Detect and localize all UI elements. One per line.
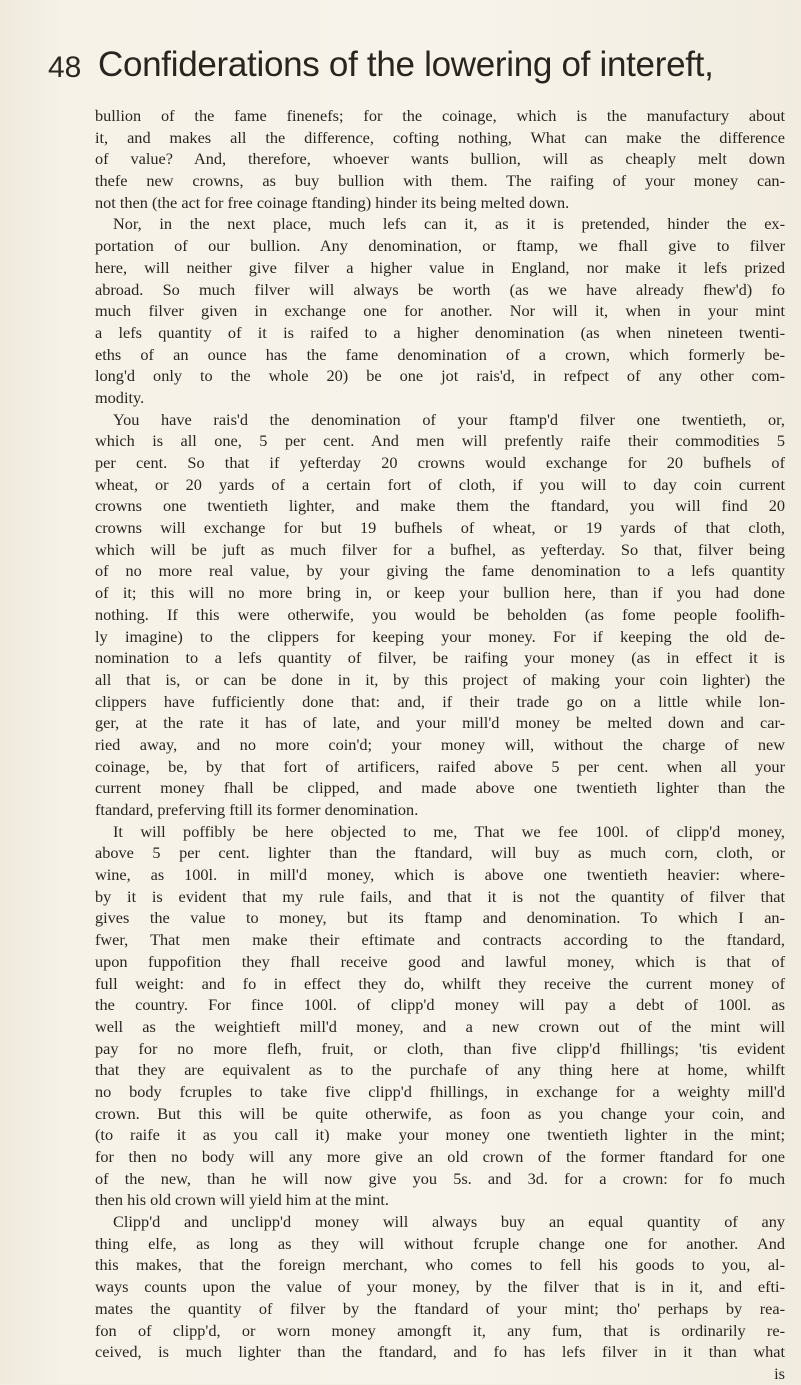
text-line: the country. For fince 100l. of clipp'd money will pay a debt of 100l. as [95,995,785,1015]
paragraph [95,821,785,1211]
text-line: ly imagine) to the clippers for keeping your money. For if keeping the old de- [95,626,785,646]
text-line: all that is, or can be done in it, by this project of making your coin lighter) the [95,669,785,689]
text-line: wheat, or 20 yards of a certain fort of cloth, if you will to day coin current [95,474,785,494]
text-line: that they are equivalent as to the purchafe of any thing here at home, whilft [95,1060,785,1080]
text-line: modity. [95,387,145,407]
text-line: long'd only to the whole 20) be one jot rais'd, in refpect of any other com- [95,366,785,386]
text-line: Clipp'd and unclipp'd money will always buy an equal quantity of any [113,1212,785,1232]
text-line: (to raife it as you call it) make your money one twentieth lighter in the mint; [95,1125,785,1145]
text-line: You have rais'd the denomination of your ftamp'd filver one twentieth, or, [113,409,785,429]
text-line: thefe new crowns, as buy bullion with them. The raifing of your money can- [95,171,785,191]
text-line: of it; this will no more bring in, or keep your bullion here, than if you had done [95,583,785,603]
text-line: gives the value to money, but its ftamp and denomination. To which I an- [95,908,785,928]
text-line: a lefs quantity of it is raifed to a higher denomination (as when nineteen twenti- [95,322,785,342]
text-line: thing elfe, as long as they will without fcruple change one for another. And [95,1233,785,1253]
text-line: ftandard, preferving ftill its former denomination. [95,800,419,819]
text-line: It will poffibly be here objected to me, That we fee 100l. of clipp'd money, [113,821,785,841]
text-line: full weight: and fo in effect they do, whilft they receive the current money of [95,973,785,993]
text-line: abroad. So much filver will always be worth (as we have already fhew'd) fo [95,279,785,299]
text-line: of the new, than he will now give you 5s. and 3d. for a crown: for fo much [95,1168,785,1188]
page-number: 48 [48,51,82,84]
text-line: ried away, and no more coin'd; your money will, without the charge of new [95,734,785,754]
text-line: much filver given in exchange one for another. Nor will it, when in your mint [95,301,785,321]
text-line: wine, as 100l. in mill'd money, which is above one twentieth heavier: where- [95,865,785,885]
text-line: nomination to a lefs quantity of filver, be raifing your money (as in effect it is [95,648,785,668]
text-line: this makes, that the foreign merchant, who comes to fell his goods to you, al- [95,1255,785,1275]
text-line: mates the quantity of filver by the ftandard of your mint; tho' perhaps by rea- [95,1298,785,1318]
text-line: ways counts upon the value of your money, by the filver that is in it, and efti- [95,1277,785,1297]
text-line: ger, at the rate it has of late, and your mill'd money be melted down and car- [95,713,785,733]
paragraph [95,105,785,213]
text-line: well as the weightieft mill'd money, and a new crown out of the mint will [95,1016,785,1036]
paragraphs [95,105,785,1363]
text-line: of value? And, therefore, whoever wants bullion, will as cheaply melt down [95,149,785,169]
text-line: above 5 per cent. lighter than the ftandard, will buy as much corn, cloth, or [95,843,785,863]
text-line: coinage, be, by that fort of artificers, raifed above 5 per cent. when all your [95,756,785,776]
text-line: Nor, in the next place, much lefs can it, as it is pretended, hinder the ex- [113,214,785,234]
text-line: it, and makes all the difference, cofting nothing, What can make the difference [95,127,785,147]
text-line: crowns one twentieth lighter, and make them the ftandard, you will find 20 [95,496,785,516]
text-line: clippers have fufficiently done that: and, if their trade go on a little while lon- [95,691,785,711]
text-line: which is all one, 5 per cent. And men will prefently raife their commodities 5 [95,431,785,451]
text-line: per cent. So that if yefterday 20 crowns would exchange for 20 bufhels of [95,453,785,472]
page-header [48,40,768,100]
text-line: crowns will exchange for but 19 bufhels of wheat, or 19 yards of that cloth, [95,518,785,538]
text-line: pay for no more flefh, fruit, or cloth, than five clipp'd fhillings; 'tis evident [95,1038,785,1058]
text-line: ceived, is much lighter than the ftandard, and fo has lefs filver in it than what [95,1342,785,1362]
text-line: by it is evident that my rule fails, and that it is not the quantity of filver that [95,886,785,906]
text-line: which will be juft as much filver for a bufhel, as yefterday. So that, filver being [95,539,785,559]
body-text [95,105,785,1385]
text-line: upon fuppofition they fhall receive good and lawful money, which is that of [95,951,785,971]
text-line: fwer, That men make their eftimate and contracts according to the ftandard, [95,930,785,950]
text-line: not then (the act for free coinage ftanding) hinder its being melted down. [95,192,570,212]
paragraph [95,409,785,821]
text-line: no body fcruples to take five clipp'd fhillings, in exchange for a weighty mill'd [95,1081,785,1101]
catchword: is [774,1363,785,1383]
running-head: Confiderations of the lowering of intereft, [98,45,714,84]
text-line: nothing. If this were otherwife, you would be beholden (as fome people foolifh- [95,604,785,624]
text-line: fon of clipp'd, or worn money amongft it, any fum, that is ordinarily re- [95,1320,785,1340]
text-line: eths of an ounce has the fame denomination of a crown, which formerly be- [95,344,785,364]
paragraph [95,1211,785,1363]
text-line: then his old crown will yield him at the mint. [95,1190,389,1210]
text-line: here, will neither give filver a higher value in England, nor make it lefs prized [95,257,785,277]
paragraph [95,213,785,408]
text-line: for then no body will any more give an old crown of the former ftandard for one [95,1147,785,1166]
text-line: crown. But this will be quite otherwife, as foon as you change your coin, and [95,1103,785,1123]
text-line: of no more real value, by your giving the fame denomination to a lefs quantity [95,561,785,581]
text-line: bullion of the fame finenefs; for the coinage, which is the manufactury about [95,106,785,125]
text-line: portation of our bullion. Any denomination, or ftamp, we fhall give to filver [95,236,785,256]
text-line: current money fhall be clipped, and made above one twentieth lighter than the [95,778,785,798]
